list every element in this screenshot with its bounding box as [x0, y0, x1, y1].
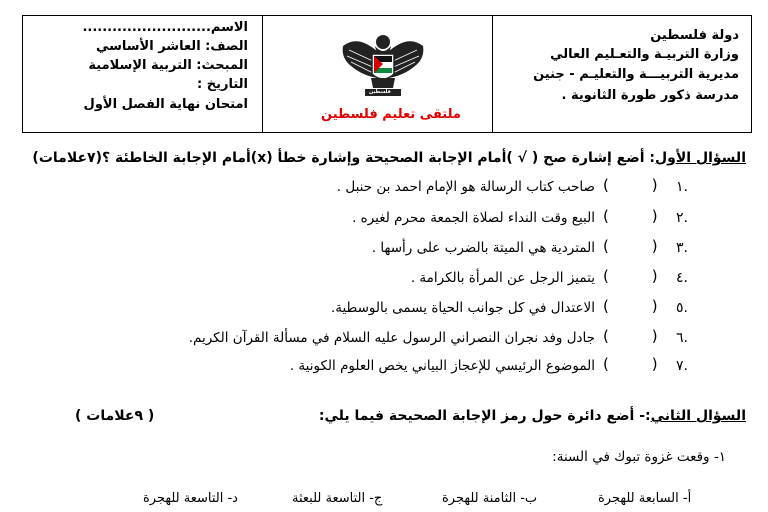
palestine-emblem — [323, 26, 443, 104]
q2-label: السؤال الثاني — [650, 408, 746, 424]
q2-instruction: :- أضع دائرة حول رمز الإجابة الصحيحة فيما يلي: — [318, 408, 651, 424]
q1-item-text: البيع وقت النداء لصلاة الجمعة محرم لغيره . — [352, 210, 595, 226]
answer-blank[interactable]: ( ) — [603, 355, 658, 373]
q2-option-b[interactable]: ب- الثامنة للهجرة — [442, 491, 538, 506]
q1-item-number: ٣. — [676, 240, 688, 256]
q1-item-number: ٢. — [676, 210, 688, 226]
q1-item-text: صاحب كتاب الرسالة هو الإمام احمد بن حنبل . — [336, 179, 595, 195]
q1-item-text: الموضوع الرئيسي للإعجاز البياني يخص العلوم الكونية . — [289, 358, 595, 374]
name-line: الاسم.......................... — [82, 20, 248, 35]
q1-item-text: جادل وفد نجران النصراني الرسول عليه السلام في مسألة القرآن الكريم. — [188, 330, 595, 346]
student-info-column — [23, 16, 263, 132]
q1-heading — [32, 150, 746, 166]
subject-line: المبحث: التربية الإسلامية — [88, 58, 248, 73]
q1-item-number: ٦. — [676, 330, 688, 346]
ministry-name: وزارة التربيـة والتعـليم العالي — [550, 47, 739, 62]
directorate-name: مديرية التربيـــة والتعليـم - جنين — [533, 67, 739, 82]
emblem-small-text: فلسطين — [369, 89, 391, 95]
school-name: مدرسة ذكور طورة الثانوية . — [561, 88, 739, 103]
answer-blank[interactable]: ( ) — [603, 207, 658, 225]
q1-item-number: ٤. — [676, 270, 688, 286]
date-line: التاريخ : — [197, 77, 248, 92]
q1-item-number: ٧. — [676, 358, 688, 374]
header-box — [22, 15, 752, 133]
answer-blank[interactable]: ( ) — [603, 176, 658, 194]
grade-line: الصف: العاشر الأساسي — [95, 39, 248, 54]
school-info-column — [492, 16, 751, 132]
q1-item-number: ٥. — [676, 300, 688, 316]
q1-instruction: : أضع إشارة صح ( √ )أمام الإجابة الصحيحة وإشارة خطأ (x)أمام الإجابة الخاطئة ؟(٧علامات) — [32, 150, 656, 166]
site-caption: ملتقى تعليم فلسطين — [321, 107, 461, 122]
q2-option-a[interactable]: أ- السابعة للهجرة — [598, 491, 692, 506]
answer-blank[interactable]: ( ) — [603, 267, 658, 285]
q1-item-text: الاعتدال في كل جوانب الحياة يسمى بالوسطية. — [330, 300, 595, 316]
q2-option-d[interactable]: د- التاسعة للهجرة — [143, 491, 238, 506]
q1-item-number: ١. — [676, 179, 688, 195]
q2-option-c[interactable]: ج- التاسعة للبعثة — [292, 491, 383, 506]
exam-title: امتحان نهاية الفصل الأول — [83, 97, 248, 112]
q1-item-text: يتميز الرجل عن المرأة بالكرامة . — [410, 270, 595, 286]
q1-item-text: المتردية هي الميتة بالضرب على رأسها . — [371, 240, 595, 256]
answer-blank[interactable]: ( ) — [603, 237, 658, 255]
q2-heading — [319, 408, 746, 424]
answer-blank[interactable]: ( ) — [603, 297, 658, 315]
q2-question-1: ١- وقعت غزوة تبوك في السنة: — [552, 449, 726, 465]
q2-marks: ( ٩علامات ) — [75, 408, 155, 424]
q1-label: السؤال الأول — [655, 150, 746, 166]
state-name: دولة فلسطين — [650, 28, 739, 43]
answer-blank[interactable]: ( ) — [603, 327, 658, 345]
